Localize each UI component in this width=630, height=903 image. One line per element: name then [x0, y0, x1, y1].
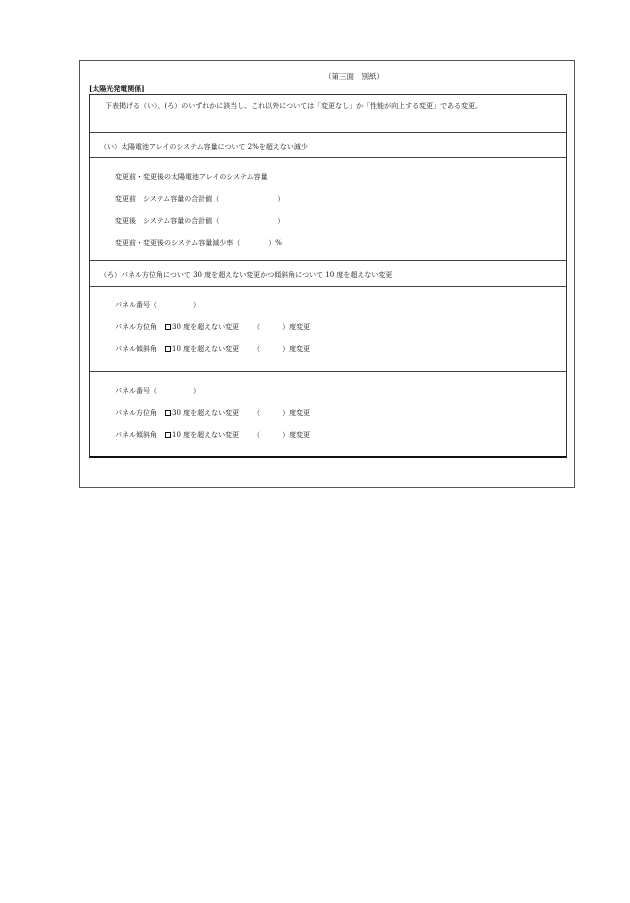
- tilt-checkbox[interactable]: [165, 346, 171, 352]
- sheet-label: （第三面 別紙）: [324, 72, 384, 81]
- section-heading: [太陽光発電関係]: [89, 84, 145, 93]
- azimuth-checkbox[interactable]: [165, 410, 171, 416]
- open-paren: （: [253, 409, 261, 417]
- after-capacity-label: 変更後 システム容量の合計値（: [115, 217, 220, 225]
- section-ro-heading: （ろ）パネル方位角について 30 度を超えない変更かつ傾斜角について 10 度を超えない変更: [100, 271, 393, 279]
- divider: [90, 260, 566, 261]
- open-paren: （: [253, 323, 261, 331]
- reduction-rate-label: 変更前・変更後のシステム容量減少率（: [115, 239, 241, 247]
- azimuth-check-label: 30 度を超えない変更: [172, 323, 240, 331]
- degree-change-label: ）度変更: [282, 345, 311, 353]
- azimuth-check-label: 30 度を超えない変更: [172, 409, 240, 417]
- panel-azimuth-row: [115, 322, 310, 332]
- panel-tilt-row: [115, 430, 310, 440]
- panel-number-label: パネル番号（: [115, 387, 157, 395]
- open-paren: （: [253, 431, 261, 439]
- panel-azimuth-label: パネル方位角: [115, 323, 157, 331]
- tilt-checkbox[interactable]: [165, 432, 171, 438]
- divider: [90, 132, 566, 133]
- panel-tilt-label: パネル傾斜角: [115, 345, 157, 353]
- conditions-table: [89, 94, 567, 458]
- panel-number-row: [115, 300, 200, 310]
- degree-change-label: ）度変更: [282, 431, 311, 439]
- panel-number-row: [115, 386, 200, 396]
- azimuth-checkbox[interactable]: [165, 324, 171, 330]
- degree-change-label: ）度変更: [282, 409, 311, 417]
- after-capacity-row: [115, 216, 284, 226]
- panel-number-label: パネル番号（: [115, 301, 157, 309]
- panel-tilt-label: パネル傾斜角: [115, 431, 157, 439]
- divider: [90, 371, 566, 372]
- reduction-rate-unit: ）%: [268, 239, 282, 247]
- open-paren: （: [253, 345, 261, 353]
- divider: [90, 286, 566, 287]
- tilt-check-label: 10 度を超えない変更: [172, 431, 240, 439]
- degree-change-label: ）度変更: [282, 323, 311, 331]
- before-capacity-label: 変更前 システム容量の合計値（: [115, 195, 220, 203]
- panel-azimuth-label: パネル方位角: [115, 409, 157, 417]
- intro-text: 下表掲げる（い）、(ろ）のいずれかに該当し、これ以外については「変更なし」か「性能が向上する変更」である変更。: [105, 102, 483, 110]
- divider: [90, 157, 566, 158]
- close-paren: ）: [193, 301, 200, 309]
- tilt-check-label: 10 度を超えない変更: [172, 345, 240, 353]
- panel-tilt-row: [115, 344, 310, 354]
- close-paren: ）: [193, 387, 200, 395]
- reduction-rate-row: [115, 238, 282, 248]
- close-paren: ）: [277, 217, 285, 225]
- close-paren: ）: [277, 195, 285, 203]
- before-capacity-row: [115, 194, 284, 204]
- section-i-heading: （い）太陽電池アレイのシステム容量について 2%を超えない減少: [100, 143, 308, 151]
- capacity-title: 変更前・変更後の太陽電池アレイのシステム容量: [115, 173, 268, 181]
- panel-azimuth-row: [115, 408, 310, 418]
